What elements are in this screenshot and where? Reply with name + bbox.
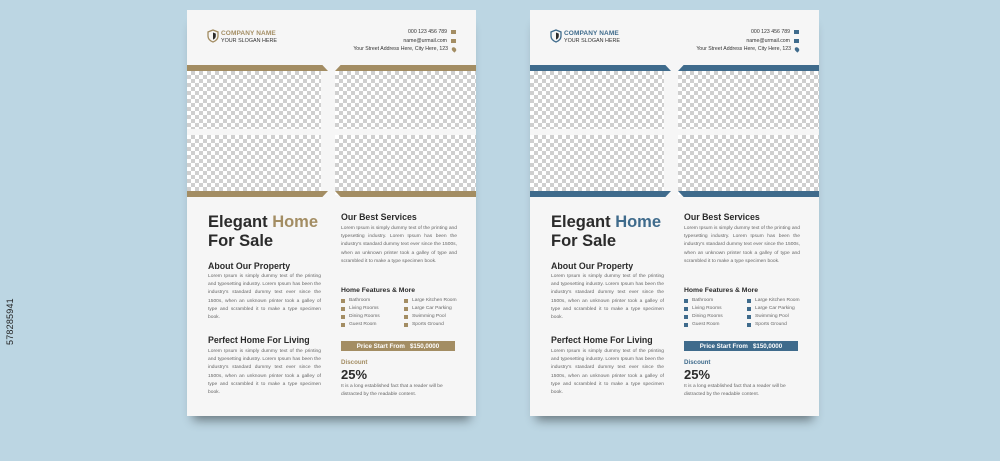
bullet-square-icon [404,299,408,303]
contact-address-row [696,46,799,52]
price-banner [684,341,798,351]
discount-label: Discount [341,359,368,366]
services-title: Our Best Services [684,212,760,222]
headline-plain: Elegant [551,213,616,231]
image-placeholder-right [678,71,819,195]
contact-email: name@urmail.com [746,38,790,44]
about-text: Lorem Ipsum is simply dummy text of the printing and typesetting industry. Lorem Ipsum has been the industry's standard dummy text ever since the 1500s, when an unknown printer took a galley of type and scrambled it to make a type specimen book. [208,274,321,321]
feature-item: Guest Room [341,322,376,327]
headline-accent: Home [615,213,662,231]
phone-icon [794,30,799,34]
discount-value: 25% [341,367,368,382]
feature-item: Large Kitchen Room [747,298,800,303]
bullet-square-icon [404,323,408,327]
bullet-square-icon [341,299,345,303]
image-placeholder-left [187,71,321,195]
flyer-gold [187,10,476,416]
about-title: About Our Property [208,261,291,271]
contact-address: Your Street Address Here, City Here, 123 [696,46,791,52]
company-name: COMPANY NAME [221,30,276,37]
features-title: Home Features & More [684,287,759,294]
contact-phone: 000 123 456 789 [408,29,447,35]
stock-id-label [5,298,15,345]
discount-text: It is a long established fact that a reader will be distracted by the readable content. [341,384,443,398]
contact-email-row [746,38,799,44]
contact-address-row [353,46,456,52]
feature-item: Large Kitchen Room [404,298,457,303]
headline-line2: For Sale [551,232,617,250]
bottom-band-left [187,191,328,197]
services-text: Lorem Ipsum is simply dummy text of the printing and typesetting industry. Lorem Ipsum has been the industry's standard dummy text ever since the 1500s, when an unknown printer took a galley of type and scrambled it to make a type specimen book. [341,226,457,264]
about-title: About Our Property [551,261,634,271]
shield-logo-icon [207,29,219,43]
discount-text: It is a long established fact that a reader will be distracted by the readable content. [684,384,786,398]
bullet-square-icon [684,323,688,327]
bullet-square-icon [684,307,688,311]
contact-phone-row [751,29,799,35]
bottom-band-left [530,191,671,197]
price-value: $150,0000 [752,342,783,350]
contact-phone-row [408,29,456,35]
location-pin-icon [451,46,457,52]
bullet-square-icon [747,299,751,303]
bullet-square-icon [341,307,345,311]
location-pin-icon [794,46,800,52]
feature-item: Guest Room [684,322,719,327]
about-text: Lorem Ipsum is simply dummy text of the printing and typesetting industry. Lorem Ipsum has been the industry's standard dummy text ever since the 1500s, when an unknown printer took a galley of type and scrambled it to make a type specimen book. [551,274,664,321]
perfect-text: Lorem Ipsum is simply dummy text of the printing and typesetting industry. Lorem Ipsum has been the industry's standard dummy text ever since the 1500s, when an unknown printer took a galley of type and scrambled it to make a type specimen book. [208,349,321,396]
features-title: Home Features & More [341,287,416,294]
feature-item: Bathroom [341,298,370,303]
discount-label: Discount [684,359,711,366]
services-text: Lorem Ipsum is simply dummy text of the printing and typesetting industry. Lorem Ipsum has been the industry's standard dummy text ever since the 1500s, when an unknown printer took a galley of type and scrambled it to make a type specimen book. [684,226,800,264]
feature-item: Living Rooms [684,306,722,311]
contact-address: Your Street Address Here, City Here, 123 [353,46,448,52]
price-label: Price Start From [699,342,748,350]
image-placeholder-right [335,71,476,195]
bullet-square-icon [684,315,688,319]
bullet-square-icon [747,323,751,327]
flyer-blue [530,10,819,416]
headline-line2: For Sale [208,232,274,250]
company-name: COMPANY NAME [564,30,619,37]
price-value: $150,0000 [409,342,440,350]
feature-item: Dining Rooms [341,314,380,319]
feature-item: Swimming Pool [747,314,789,319]
bullet-square-icon [341,315,345,319]
discount-value: 25% [684,367,711,382]
bullet-square-icon [404,307,408,311]
feature-item: Swimming Pool [404,314,446,319]
bullet-square-icon [404,315,408,319]
price-banner [341,341,455,351]
headline-accent: Home [272,213,319,231]
headline-plain: Elegant [208,213,273,231]
feature-item: Bathroom [684,298,713,303]
contact-email-row [403,38,456,44]
phone-icon [451,30,456,34]
contact-phone: 000 123 456 789 [751,29,790,35]
bullet-square-icon [341,323,345,327]
feature-item: Dining Rooms [684,314,723,319]
price-label: Price Start From [356,342,405,350]
shield-logo-icon [550,29,562,43]
headline [208,213,318,251]
contact-email: name@urmail.com [403,38,447,44]
bullet-square-icon [747,315,751,319]
feature-item: Large Car Parking [747,306,795,311]
feature-item: Large Car Parking [404,306,452,311]
perfect-title: Perfect Home For Living [208,335,310,345]
feature-item: Sports Ground [747,322,787,327]
feature-item: Living Rooms [341,306,379,311]
bullet-square-icon [747,307,751,311]
email-icon [794,39,799,43]
image-placeholder-left [530,71,664,195]
services-title: Our Best Services [341,212,417,222]
bullet-square-icon [684,299,688,303]
stock-id: 578285941 [5,298,15,345]
perfect-text: Lorem Ipsum is simply dummy text of the printing and typesetting industry. Lorem Ipsum has been the industry's standard dummy text ever since the 1500s, when an unknown printer took a galley of type and scrambled it to make a type specimen book. [551,349,664,396]
feature-item: Sports Ground [404,322,444,327]
company-slogan: YOUR SLOGAN HERE [564,38,621,44]
email-icon [451,39,456,43]
bottom-band-right [678,191,819,197]
perfect-title: Perfect Home For Living [551,335,653,345]
company-slogan: YOUR SLOGAN HERE [221,38,278,44]
bottom-band-right [335,191,476,197]
headline [551,213,661,251]
